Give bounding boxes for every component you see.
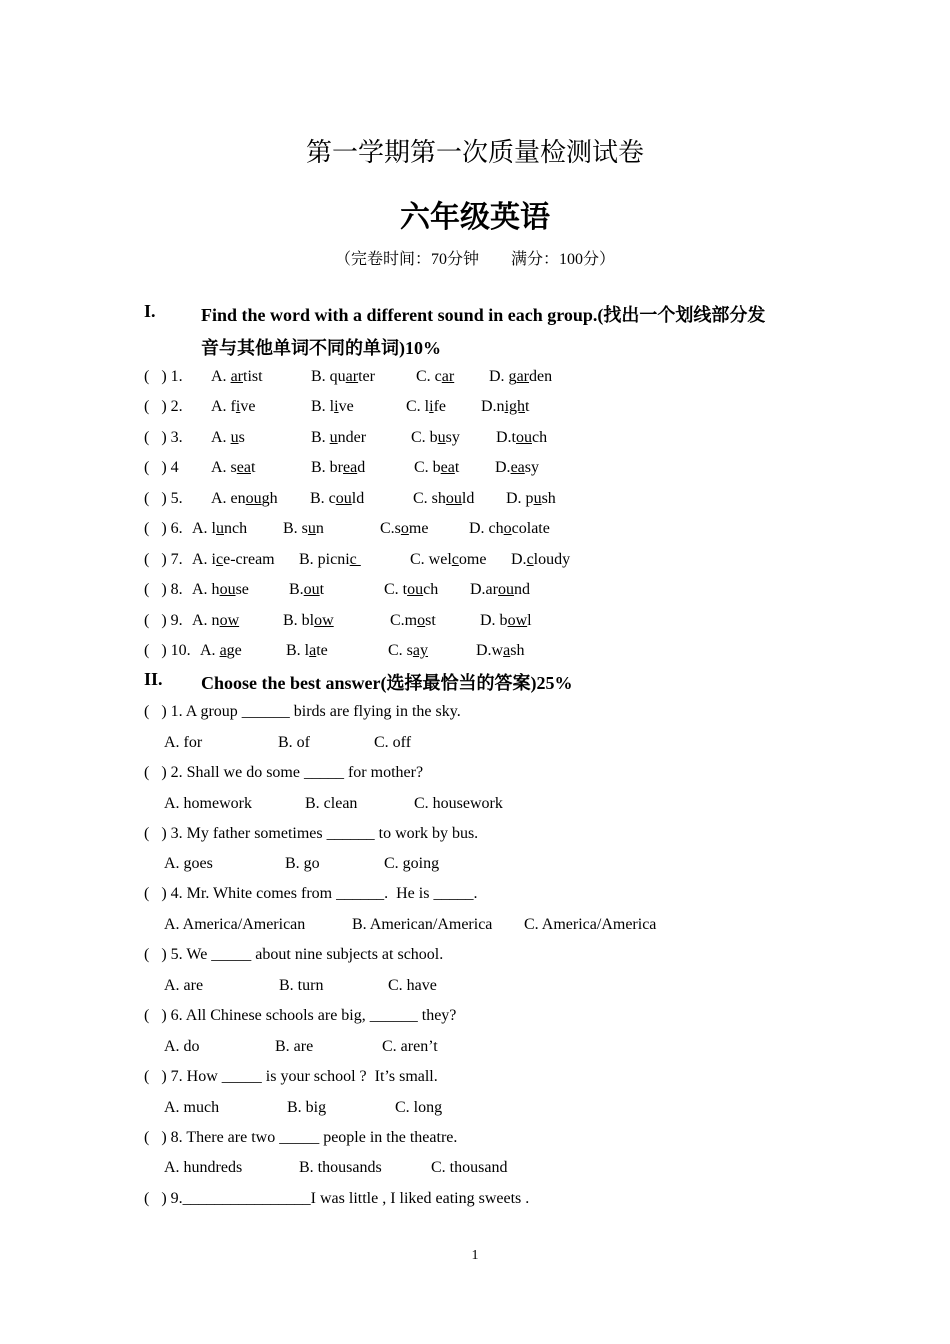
section2-number: II.	[144, 669, 163, 689]
underlined-letters: ar	[441, 368, 455, 385]
question-text: ( ) 5. We _____ about nine subjects at school.	[144, 946, 444, 963]
option-text: D.	[511, 551, 527, 568]
question-text: ( ) 8. There are two _____ people in the theatre.	[144, 1129, 458, 1146]
option-text: C. l	[406, 398, 430, 415]
underlined-letters: ou	[516, 429, 532, 446]
question-number: ( ) 7.	[144, 551, 183, 568]
underlined-letters: ea	[236, 459, 251, 476]
underlined-letters: u	[329, 429, 338, 446]
option-text: D. g	[489, 368, 517, 385]
question-number: ( ) 3.	[144, 429, 183, 446]
underlined-letters: ou	[445, 490, 462, 507]
option-text: ge	[226, 642, 242, 659]
option-text: B. bl	[283, 612, 315, 629]
underlined-letters: i	[235, 398, 241, 415]
option-text: colate	[511, 520, 550, 537]
option-b	[283, 610, 334, 632]
question-text: ( ) 4. Mr. White comes from ______. He is _____.	[144, 885, 478, 902]
option-text: t	[319, 581, 325, 598]
question-number: ( ) 6.	[144, 520, 183, 537]
underlined-letters: ea	[440, 459, 455, 476]
option-b: B. turn	[279, 977, 324, 994]
underlined-letters: c	[216, 551, 224, 568]
option-text: me	[408, 520, 429, 537]
option-a	[211, 427, 245, 449]
option-a	[211, 366, 263, 388]
underlined-letters: ou	[335, 490, 352, 507]
option-a: A. do	[164, 1038, 200, 1055]
option-text: l	[527, 612, 532, 629]
underlined-letters: o	[417, 612, 426, 629]
option-d	[469, 518, 550, 540]
option-text: D.n	[481, 398, 505, 415]
option-text: te	[316, 642, 328, 659]
underlined-letters: u	[307, 520, 316, 537]
question-text: ( ) 1. A group ______ birds are flying in the sky.	[144, 703, 461, 720]
option-text: nch	[224, 520, 248, 537]
option-text: ch	[423, 581, 439, 598]
option-text: C. sh	[413, 490, 446, 507]
underlined-letters: ou	[497, 581, 514, 598]
option-text: A.	[211, 429, 231, 446]
option-text: e-cream	[223, 551, 275, 568]
underlined-letters: u	[216, 520, 224, 537]
exam-title: 第一学期第一次质量检测试卷	[305, 138, 644, 167]
underlined-letters: ay	[412, 642, 429, 659]
option-text: C. t	[384, 581, 408, 598]
option-d	[506, 488, 556, 510]
option-text: C.m	[390, 612, 418, 629]
underlined-letters: a	[309, 642, 317, 659]
exam-subtitle: 六年级英语	[400, 201, 550, 234]
option-a: A. goes	[164, 855, 213, 872]
page-number: 1	[471, 1248, 479, 1263]
option-text: ome	[458, 551, 487, 568]
option-b	[311, 396, 354, 418]
option-b: B. clean	[305, 795, 358, 812]
option-text: nder	[337, 429, 367, 446]
option-text: ve	[240, 398, 256, 415]
option-text: A. en	[211, 490, 246, 507]
underlined-letters: i	[334, 398, 339, 415]
option-d	[481, 396, 529, 418]
option-a	[192, 549, 275, 571]
option-text: C. wel	[410, 551, 452, 568]
question-number: ( ) 1.	[144, 368, 183, 385]
option-d	[496, 427, 547, 449]
option-text: C. s	[388, 642, 413, 659]
option-text: D.ar	[470, 581, 498, 598]
option-c: C. long	[395, 1099, 443, 1116]
option-text: C. b	[411, 429, 438, 446]
option-text: A.	[200, 642, 220, 659]
option-c	[414, 457, 459, 479]
option-text: A. l	[192, 520, 216, 537]
question-number: ( ) 8.	[144, 581, 183, 598]
option-c: C. off	[374, 734, 412, 751]
underlined-letters: a	[503, 642, 511, 659]
option-a: A. much	[164, 1099, 220, 1116]
option-text: ld	[461, 490, 475, 507]
option-a	[192, 518, 247, 540]
option-text: B. qu	[311, 368, 346, 385]
option-c	[388, 640, 428, 662]
question-number: ( ) 10.	[144, 642, 191, 659]
option-d	[489, 366, 552, 388]
option-d	[480, 610, 532, 632]
option-text: C. c	[416, 368, 442, 385]
option-c	[416, 366, 454, 388]
underlined-letters: ow	[507, 612, 528, 629]
option-text: B. l	[311, 398, 335, 415]
option-c: C. aren’t	[382, 1038, 438, 1055]
option-text: A. i	[192, 551, 216, 568]
option-a	[211, 457, 255, 479]
question-number: ( ) 5.	[144, 490, 183, 507]
section2-heading-text: Choose the best answer(选择最恰当的答案)25%	[201, 673, 573, 693]
option-b	[283, 518, 324, 540]
option-text: ter	[358, 368, 375, 385]
option-text: sh	[541, 490, 556, 507]
option-text: B. l	[286, 642, 310, 659]
option-b: B. of	[278, 734, 310, 751]
underlined-letters: ar	[345, 368, 359, 385]
option-c	[413, 488, 474, 510]
option-text: t	[454, 459, 460, 476]
option-text: ve	[338, 398, 354, 415]
option-b: B. big	[287, 1099, 327, 1116]
option-text: D.w	[476, 642, 504, 659]
underlined-letters: ou	[245, 490, 262, 507]
option-b	[311, 457, 365, 479]
underlined-letters: ea	[343, 459, 358, 476]
option-b: B. thousands	[299, 1159, 382, 1176]
option-a	[192, 610, 239, 632]
option-text: B. br	[311, 459, 343, 476]
question-text: ( ) 7. How _____ is your school ? It’s small.	[144, 1068, 438, 1085]
option-b	[311, 427, 366, 449]
underlined-letters: c	[526, 551, 534, 568]
option-c	[384, 579, 438, 601]
option-text: B. s	[283, 520, 308, 537]
option-c: C. going	[384, 855, 440, 872]
option-b	[310, 488, 364, 510]
underlined-letters: ar	[516, 368, 529, 385]
option-a: A. America/American	[164, 916, 306, 933]
underlined-letters: ou	[219, 581, 236, 598]
option-text: A. n	[192, 612, 220, 629]
option-b: B. American/America	[352, 916, 493, 933]
underlined-letters: ou	[407, 581, 424, 598]
question-number: ( ) 2.	[144, 398, 183, 415]
underlined-letters: ar	[230, 368, 243, 385]
option-a	[192, 579, 249, 601]
option-text: D.	[495, 459, 511, 476]
option-d	[495, 457, 539, 479]
option-text: D. p	[506, 490, 534, 507]
option-text: se	[235, 581, 249, 598]
option-text: tist	[243, 368, 263, 385]
underlined-letters: ea	[510, 459, 525, 476]
underlined-letters: ow	[219, 612, 240, 629]
option-text: sh	[510, 642, 525, 659]
question-text: ( ) 2. Shall we do some _____ for mother?	[144, 764, 424, 781]
option-text: st	[425, 612, 436, 629]
exam-info: （完卷时间：70分钟 满分：100分）	[334, 251, 615, 268]
option-text: B. picni	[299, 551, 350, 568]
option-text: d	[357, 459, 366, 476]
option-text: C. b	[414, 459, 441, 476]
question-text: ( ) 9.________________I was little , I liked eating sweets .	[144, 1190, 530, 1207]
option-a: A. for	[164, 734, 203, 751]
option-text: sy	[524, 459, 539, 476]
option-c	[411, 427, 460, 449]
option-c: C. housework	[414, 795, 503, 812]
option-c	[390, 610, 436, 632]
option-text: gh	[261, 490, 278, 507]
question-text: ( ) 6. All Chinese schools are big, ______ they?	[144, 1007, 457, 1024]
option-text: loudy	[533, 551, 571, 568]
option-text: A.	[211, 368, 231, 385]
underlined-letters: igh	[504, 398, 526, 415]
option-b: B. are	[275, 1038, 314, 1055]
option-a: A. hundreds	[164, 1159, 243, 1176]
option-d	[470, 579, 530, 601]
option-text: D. ch	[469, 520, 504, 537]
option-c: C. thousand	[431, 1159, 508, 1176]
section1-number: I.	[144, 301, 156, 321]
option-text: D. b	[480, 612, 508, 629]
question-text: ( ) 3. My father sometimes ______ to work by bus.	[144, 825, 479, 842]
option-c	[406, 396, 446, 418]
underlined-letters: u	[437, 429, 446, 446]
option-text: ld	[351, 490, 365, 507]
underlined-letters: c	[451, 551, 459, 568]
option-b	[289, 579, 324, 601]
option-text: s	[238, 429, 245, 446]
option-text: D.t	[496, 429, 516, 446]
option-d	[476, 640, 524, 662]
option-text: n	[315, 520, 324, 537]
underlined-letters: o	[400, 520, 409, 537]
option-d	[511, 549, 570, 571]
option-text: sy	[445, 429, 460, 446]
underlined-letters: u	[533, 490, 542, 507]
option-c: C. America/America	[524, 916, 657, 933]
option-b	[286, 640, 328, 662]
underlined-letters: ow	[314, 612, 334, 629]
option-text: A. h	[192, 581, 220, 598]
option-c	[410, 549, 486, 571]
option-text: fe	[433, 398, 447, 415]
underlined-letters: c	[349, 551, 361, 568]
option-text: t	[250, 459, 256, 476]
option-b	[299, 549, 361, 571]
option-b: B. go	[285, 855, 320, 872]
option-b	[311, 366, 375, 388]
underlined-letters: a	[219, 642, 227, 659]
option-c: C. have	[388, 977, 437, 994]
option-text: ch	[532, 429, 548, 446]
option-a	[200, 640, 242, 662]
question-number: ( ) 9.	[144, 612, 183, 629]
underlined-letters: i	[429, 398, 434, 415]
option-text: nd	[513, 581, 530, 598]
underlined-letters: u	[230, 429, 239, 446]
option-text: B.	[311, 429, 330, 446]
option-text: A. s	[211, 459, 237, 476]
option-c	[380, 518, 428, 540]
question-number: ( ) 4	[144, 459, 179, 476]
option-text: t	[525, 398, 530, 415]
option-text: den	[529, 368, 553, 385]
option-a: A. are	[164, 977, 204, 994]
underlined-letters: o	[503, 520, 512, 537]
option-text: A. f	[211, 398, 236, 415]
option-text: C.s	[380, 520, 401, 537]
section1-heading-line2: 音与其他单词不同的单词)10%	[201, 338, 441, 358]
option-a	[211, 488, 278, 510]
option-a	[211, 396, 255, 418]
option-a: A. homework	[164, 795, 252, 812]
underlined-letters: ou	[303, 581, 320, 598]
section1-heading-line1: Find the word with a different sound in each group.(找出一个划线部分发	[201, 305, 766, 325]
option-text: B. c	[310, 490, 336, 507]
option-text: B.	[289, 581, 304, 598]
